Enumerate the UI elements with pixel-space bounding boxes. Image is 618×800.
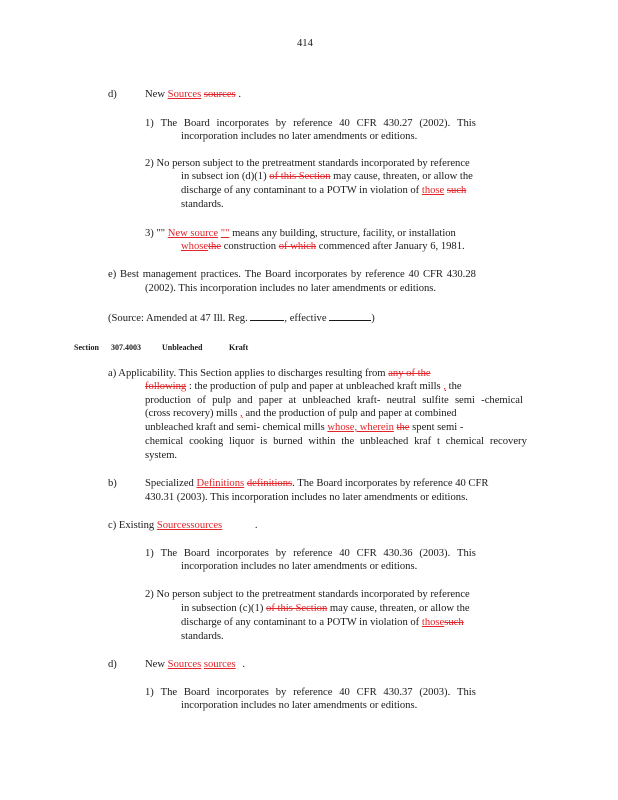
inserted-text: whose, wherein <box>327 422 394 433</box>
paragraph-line: chemical cooking liquor is burned within the unbleached kraf t chemical recovery <box>145 436 527 447</box>
deleted-text: the <box>396 422 410 433</box>
deleted-text: of this Section <box>266 603 328 614</box>
source-note: (Source: Amended at 47 Ill. Reg. , effective ) <box>108 313 375 324</box>
paragraph-line: standards. <box>181 199 224 210</box>
section-label: Section <box>74 343 99 352</box>
paragraph-line: production of pulp and paper at unbleached kraft- neutral sulfite semi -chemical <box>145 395 523 406</box>
subsection-heading <box>145 88 241 101</box>
inserted-text: New source <box>167 228 219 239</box>
inserted-text: "" <box>220 228 230 239</box>
paragraph-line: e) Best management practices. The Board incorporates by reference 40 CFR 430.28 <box>108 269 476 280</box>
paragraph-line: Specialized Definitions definitions. The Board incorporates by reference 40 CFR <box>145 478 489 489</box>
paragraph-line: incorporation includes no later amendments or editions. <box>181 131 418 142</box>
inserted-text: Definitions <box>196 478 245 489</box>
deleted-text: following <box>145 381 187 392</box>
subsection-heading: c) Existing Sourcessources . <box>108 520 258 531</box>
inserted-text: , <box>443 381 446 392</box>
paragraph-line: 1) The Board incorporates by reference 40 CFR 430.37 (2003). This <box>145 687 476 698</box>
deleted-text: sources <box>203 89 236 100</box>
deleted-text: any of the <box>388 368 431 379</box>
paragraph-line: 1) The Board incorporates by reference 40 CFR 430.27 (2002). This <box>145 118 476 129</box>
subsection-label: d) <box>108 89 117 100</box>
paragraph-line: 2) No person subject to the pretreatment standards incorporated by reference <box>145 158 470 169</box>
paragraph-line: standards. <box>181 631 224 642</box>
subsection-label: d) <box>108 659 117 670</box>
deleted-text: of this Section <box>269 171 331 182</box>
paragraph-line: incorporation includes no later amendments or editions. <box>181 561 418 572</box>
paragraph-line: a) Applicability. This Section applies to discharges resulting from any of the <box>108 368 431 379</box>
blank-line <box>250 311 284 321</box>
heading-punct: . <box>238 89 241 100</box>
paragraph-line: 1) The Board incorporates by reference 40 CFR 430.36 (2003). This <box>145 548 476 559</box>
section-title: Unbleached <box>162 343 203 352</box>
inserted-text: Sources <box>167 659 202 670</box>
inserted-text: sources <box>203 659 236 670</box>
deleted-text: of which <box>278 241 317 252</box>
paragraph-line: 2) No person subject to the pretreatment standards incorporated by reference <box>145 589 470 600</box>
section-title: Kraft <box>229 343 249 352</box>
paragraph-line: system. <box>145 450 178 461</box>
blank-line <box>329 311 371 321</box>
page-number: 414 <box>297 38 313 49</box>
paragraph-line: whosethe construction of which commenced after January 6, 1981. <box>181 241 465 252</box>
paragraph-line: (2002). This incorporation includes no later amendments or editions. <box>145 283 437 294</box>
subsection-label: b) <box>108 478 117 489</box>
paragraph-line: in subsection (c)(1) of this Section may cause, threaten, or allow the <box>181 603 470 614</box>
inserted-text: Sources <box>167 89 202 100</box>
heading-text: New <box>145 89 166 100</box>
deleted-text: such <box>444 617 464 628</box>
inserted-text: Sources <box>156 520 191 531</box>
paragraph-line: discharge of any contaminant to a POTW in violation of those such <box>181 185 467 196</box>
inserted-text: sources <box>190 520 223 531</box>
section-number: 307.4003 <box>111 343 141 352</box>
subsection-heading: New Sources sources . <box>145 659 245 670</box>
inserted-text: those <box>421 617 445 628</box>
deleted-text: such <box>446 185 467 196</box>
paragraph-line: 430.31 (2003). This incorporation includes no later amendments or editions. <box>145 492 468 503</box>
paragraph-line: discharge of any contaminant to a POTW in violation of thosesuch <box>181 617 464 628</box>
paragraph-line: 3) "" New source "" means any building, structure, facility, or installation <box>145 228 456 239</box>
paragraph-line: incorporation includes no later amendments or editions. <box>181 700 418 711</box>
inserted-text: whose <box>181 241 209 252</box>
inserted-text: , <box>240 408 243 419</box>
deleted-text: definitions <box>246 478 293 489</box>
paragraph-line: following : the production of pulp and paper at unbleached kraft mills , the <box>145 381 462 392</box>
paragraph-line: in subsect ion (d)(1) of this Section may cause, threaten, or allow the <box>181 171 473 182</box>
inserted-text: those <box>421 185 445 196</box>
paragraph-line: (cross recovery) mills , and the production of pulp and paper at combined <box>145 408 457 419</box>
paragraph-line: unbleached kraft and semi- chemical mills whose, wherein the spent semi - <box>145 422 464 433</box>
deleted-text: the <box>208 241 222 252</box>
